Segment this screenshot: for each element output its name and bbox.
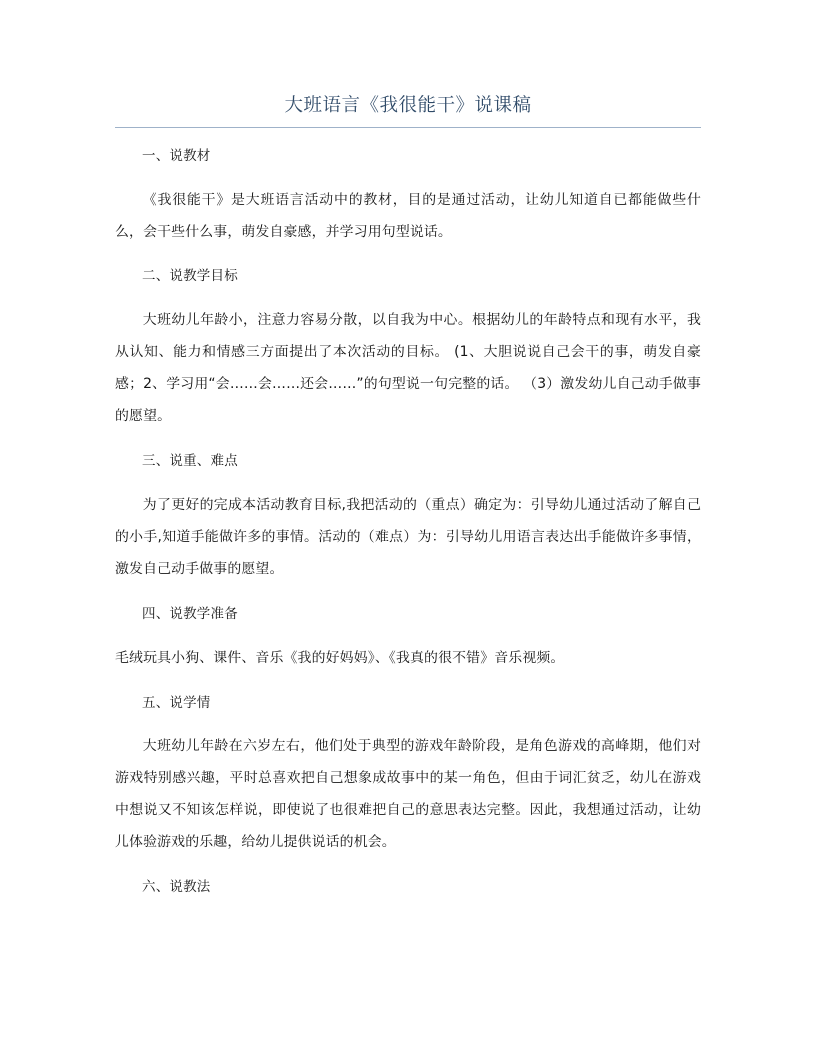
document-content [115,92,701,903]
spacer-9 [115,718,701,731]
section-paragraph-5: 大班幼儿年龄在六岁左右，他们处于典型的游戏年龄阶段，是角色游戏的高峰期，他们对游戏特别感兴趣，平时总喜欢把自己想象成故事中的某一角色，但由于词汇贫乏，幼儿在游戏中想说又不知该怎样说，即使说了也很难把自己的意思表达完整。因此，我想通过活动，让幼儿体验游戏的乐趣，给幼儿提供说话的机会。 [115,738,701,851]
section-heading-1: 一、说教材 [142,147,211,164]
section-heading-2: 二、说教学目标 [142,268,238,285]
section-paragraph-2: 大班幼儿年龄小，注意力容易分散，以自我为中心。根据幼儿的年龄特点和现有水平，我从认知、能力和情感三方面提出了本次活动的目标。 (1、大胆说说自己会干的事，萌发自豪感；2、学习用“会……会……还会……”的句型说一句完整的话。 （3）激发幼儿自己动手做事的愿望。 [115,312,701,425]
spacer-7 [115,630,701,643]
section-paragraph-1: 《我很能干》是大班语言活动中的教材，目的是通过活动，让幼儿知道自已都能做些什么，会干些什么事，萌发自豪感，并学习用句型说话。 [115,191,701,240]
spacer-3 [115,292,701,305]
spacer-5 [115,477,701,490]
spacer-2 [115,248,701,261]
section-paragraph-3: 为了更好的完成本活动教育目标,我把活动的（重点）确定为：引导幼儿通过活动了解自己的小手,知道手能做许多的事情。活动的（难点）为：引导幼儿用语言表达出手能做许多事情，激发自己动手做事的愿望。 [115,496,701,577]
spacer-after-title [115,128,701,141]
section-heading-5: 五、说学情 [142,694,211,711]
spacer-8 [115,675,701,688]
spacer-10 [115,859,701,872]
section-paragraph-4: 毛绒玩具小狗、课件、音乐《我的好妈妈》、《我真的很不错》音乐视频。 [115,649,565,666]
page-title: 大班语言《我很能干》说课稿 [284,95,532,116]
spacer-1 [115,172,701,185]
section-heading-6: 六、说教法 [142,879,211,896]
spacer-4 [115,433,701,446]
spacer-6 [115,586,701,599]
section-heading-3: 三、说重、难点 [142,453,238,470]
section-heading-4: 四、说教学准备 [142,605,238,622]
